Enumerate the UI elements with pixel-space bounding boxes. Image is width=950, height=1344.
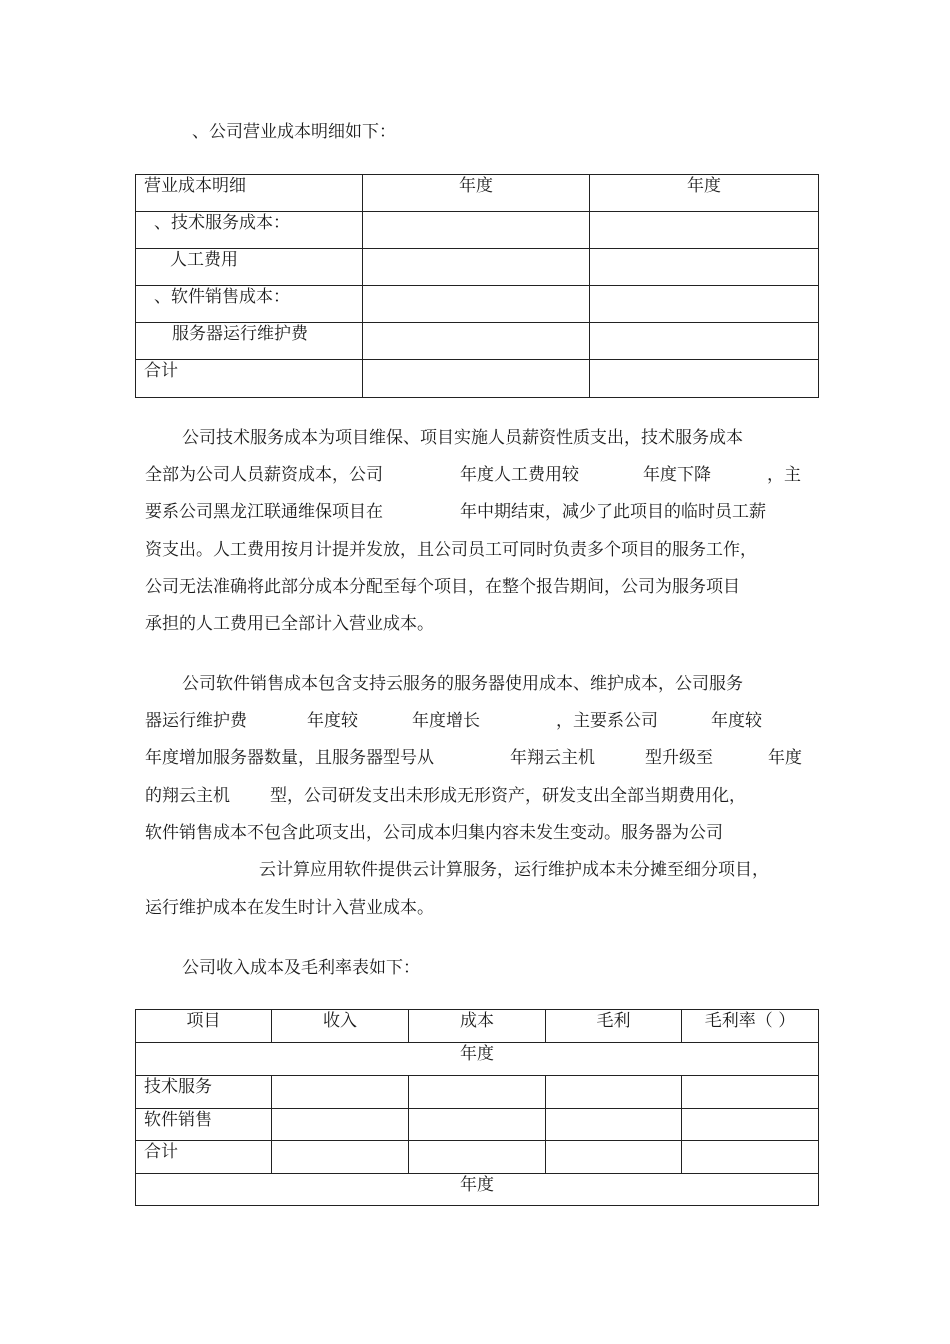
table-cell xyxy=(409,1076,546,1109)
table-cell xyxy=(546,1076,682,1109)
year-section-label: 年度 xyxy=(136,1043,819,1076)
text-line: 要系公司黑龙江联通维保项目在 xyxy=(145,502,383,522)
table-header-row xyxy=(136,1010,819,1043)
table-cell xyxy=(590,249,819,286)
section-row xyxy=(136,1174,819,1206)
table-cell xyxy=(363,323,590,360)
column-header: 营业成本明细 xyxy=(136,175,363,212)
table-row xyxy=(136,360,819,398)
column-header: 年度 xyxy=(590,175,819,212)
text-line: 年中期结束，减少了此项目的临时员工薪 xyxy=(460,502,766,522)
table-cell xyxy=(590,360,819,398)
text-line: 公司无法准确将此部分成本分配至每个项目，在整个报告期间，公司为服务项目 xyxy=(145,577,740,597)
year-section-label: 年度 xyxy=(136,1174,819,1206)
text-line: ，主要系公司 xyxy=(556,711,658,731)
column-header: 成本 xyxy=(409,1010,546,1043)
table-cell xyxy=(546,1141,682,1174)
text-line: 年度增长 xyxy=(412,711,480,731)
table-cell xyxy=(590,323,819,360)
column-header: 毛利 xyxy=(546,1010,682,1043)
text-line: 承担的人工费用已全部计入营业成本。 xyxy=(145,614,434,634)
table-row xyxy=(136,286,819,323)
section-row xyxy=(136,1043,819,1076)
text-line: 型，公司研发支出未形成无形资产，研发支出全部当期费用化， xyxy=(270,786,746,806)
text-line: 年度 xyxy=(768,748,802,768)
table-header-row xyxy=(136,175,819,212)
text-line: 年翔云主机 xyxy=(510,748,595,768)
table-row xyxy=(136,1109,819,1141)
column-header: 年度 xyxy=(363,175,590,212)
text-line: 全部为公司人员薪资成本，公司 xyxy=(145,465,383,485)
text-line: 年度下降 xyxy=(643,465,711,485)
table-cell xyxy=(363,360,590,398)
table-row xyxy=(136,323,819,360)
text-line: 型升级至 xyxy=(645,748,713,768)
text-line: 年度较 xyxy=(307,711,358,731)
table-cell xyxy=(682,1141,819,1174)
table-cell xyxy=(682,1109,819,1141)
table-row xyxy=(136,1076,819,1109)
table-cell xyxy=(590,286,819,323)
row-label: 、软件销售成本： xyxy=(136,286,363,323)
table-row xyxy=(136,212,819,249)
column-header: 项目 xyxy=(136,1010,272,1043)
table-cell xyxy=(363,212,590,249)
table-cell xyxy=(272,1076,409,1109)
row-label: 技术服务 xyxy=(136,1076,272,1109)
table-row xyxy=(136,249,819,286)
table-cell xyxy=(409,1141,546,1174)
row-label: 人工费用 xyxy=(136,249,363,286)
table-cell xyxy=(272,1109,409,1141)
section-intro: 公司收入成本及毛利率表如下： xyxy=(182,958,420,978)
operating-cost-table xyxy=(135,174,819,398)
section-intro: 、公司营业成本明细如下： xyxy=(192,122,396,142)
text-line: 公司技术服务成本为项目维保、项目实施人员薪资性质支出，技术服务成本 xyxy=(182,428,743,448)
text-line: 器运行维护费 xyxy=(145,711,247,731)
text-line: 年度增加服务器数量，且服务器型号从 xyxy=(145,748,434,768)
revenue-cost-margin-table xyxy=(135,1009,819,1206)
table-cell xyxy=(409,1109,546,1141)
text-line: ，主 xyxy=(767,465,801,485)
text-line: 运行维护成本在发生时计入营业成本。 xyxy=(145,898,434,918)
row-label: 软件销售 xyxy=(136,1109,272,1141)
row-label: 合计 xyxy=(136,1141,272,1174)
row-label: 合计 xyxy=(136,360,363,398)
column-header: 收入 xyxy=(272,1010,409,1043)
table-row xyxy=(136,1141,819,1174)
column-header: 毛利率（ ） xyxy=(682,1010,819,1043)
text-line: 年度较 xyxy=(711,711,762,731)
text-line: 年度人工费用较 xyxy=(460,465,579,485)
text-line: 公司软件销售成本包含支持云服务的服务器使用成本、维护成本，公司服务 xyxy=(182,674,743,694)
text-line: 资支出。人工费用按月计提并发放，且公司员工可同时负责多个项目的服务工作， xyxy=(145,540,757,560)
table-cell xyxy=(590,212,819,249)
table-cell xyxy=(363,286,590,323)
table-cell xyxy=(272,1141,409,1174)
table-cell xyxy=(363,249,590,286)
row-label: 服务器运行维护费 xyxy=(136,323,363,360)
table-cell xyxy=(546,1109,682,1141)
text-line: 云计算应用软件提供云计算服务，运行维护成本未分摊至细分项目， xyxy=(259,860,769,880)
text-line: 的翔云主机 xyxy=(145,786,230,806)
table-cell xyxy=(682,1076,819,1109)
text-line: 软件销售成本不包含此项支出，公司成本归集内容未发生变动。服务器为公司 xyxy=(145,823,723,843)
row-label: 、技术服务成本： xyxy=(136,212,363,249)
